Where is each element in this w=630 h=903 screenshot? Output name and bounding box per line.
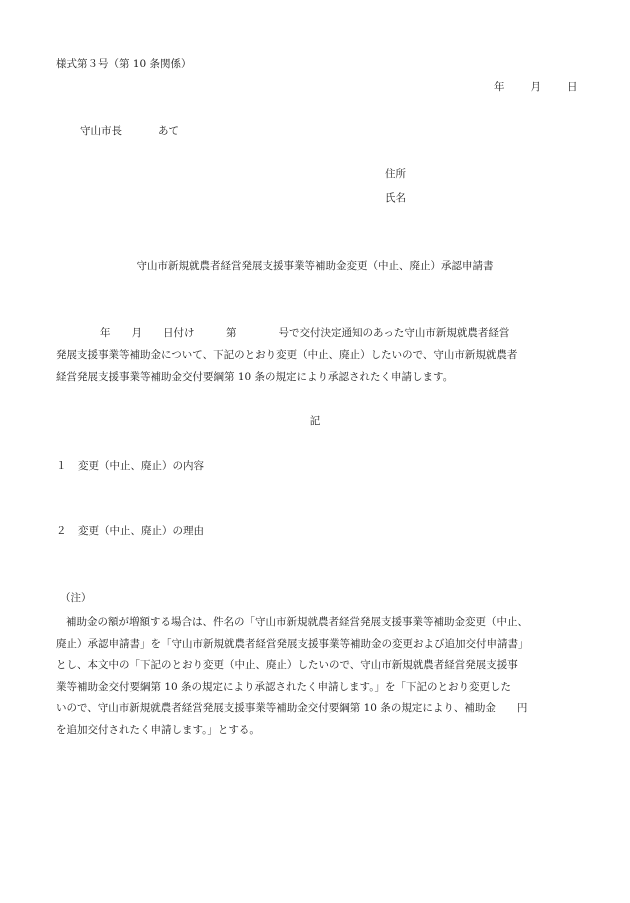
addressee-suffix: あて bbox=[158, 125, 179, 137]
addressee bbox=[80, 124, 179, 138]
item-change-content bbox=[56, 459, 204, 473]
date-day-label: 日 bbox=[567, 81, 578, 93]
applicant-address-label: 住所 bbox=[385, 168, 406, 180]
addressee-name: 守山市長 bbox=[80, 125, 122, 137]
item-number: ２ bbox=[56, 525, 67, 537]
note-paragraph bbox=[56, 612, 586, 741]
form-number: 様式第３号（第 10 条関係） bbox=[56, 58, 192, 70]
item-number: １ bbox=[56, 460, 67, 472]
item-label: 変更（中止、廃止）の内容 bbox=[78, 460, 204, 472]
ki-heading: 記 bbox=[309, 415, 321, 427]
note-line: 廃止）承認申請書」を「守山市新規就農者経営発展支援事業等補助金の変更および追加交付申請書」 bbox=[56, 637, 529, 650]
applicant-name-label: 氏名 bbox=[385, 192, 406, 204]
note-line: いので、守山市新規就農者経営発展支援事業等補助金交付要綱第 10 条の規定により、補助金 円 bbox=[56, 702, 528, 714]
date-month-label: 月 bbox=[530, 81, 541, 93]
body-line: 発展支援事業等補助金について、下記のとおり変更（中止、廃止）したいので、守山市新規就農者 bbox=[56, 349, 518, 361]
note-line: を追加交付されたく申請します。」とする。 bbox=[56, 723, 260, 736]
note-line: とし、本文中の「下記のとおり変更（中止、廃止）したいので、守山市新規就農者経営発展支援事 bbox=[56, 659, 518, 671]
body-paragraph bbox=[56, 322, 586, 388]
document-title: 守山市新規就農者経営発展支援事業等補助金変更（中止、廃止）承認申請書 bbox=[136, 260, 494, 272]
note-heading: （注） bbox=[60, 592, 92, 604]
item-change-reason bbox=[56, 524, 204, 538]
body-line: 年 月 日付け 第 号で交付決定通知のあった守山市新規就農者経営 bbox=[100, 327, 510, 339]
body-line: 経営発展支援事業等補助金交付要綱第 10 条の規定により承認されたく申請します。 bbox=[56, 371, 454, 383]
note-line: 業等補助金交付要綱第 10 条の規定により承認されたく申請します。」を「下記のとおり変更した bbox=[56, 680, 511, 693]
note-line: 補助金の額が増額する場合は、件名の「守山市新規就農者経営発展支援事業等補助金変更（中止、 bbox=[66, 616, 528, 628]
date-line bbox=[494, 80, 578, 94]
item-label: 変更（中止、廃止）の理由 bbox=[78, 525, 204, 537]
date-year-label: 年 bbox=[494, 81, 505, 93]
